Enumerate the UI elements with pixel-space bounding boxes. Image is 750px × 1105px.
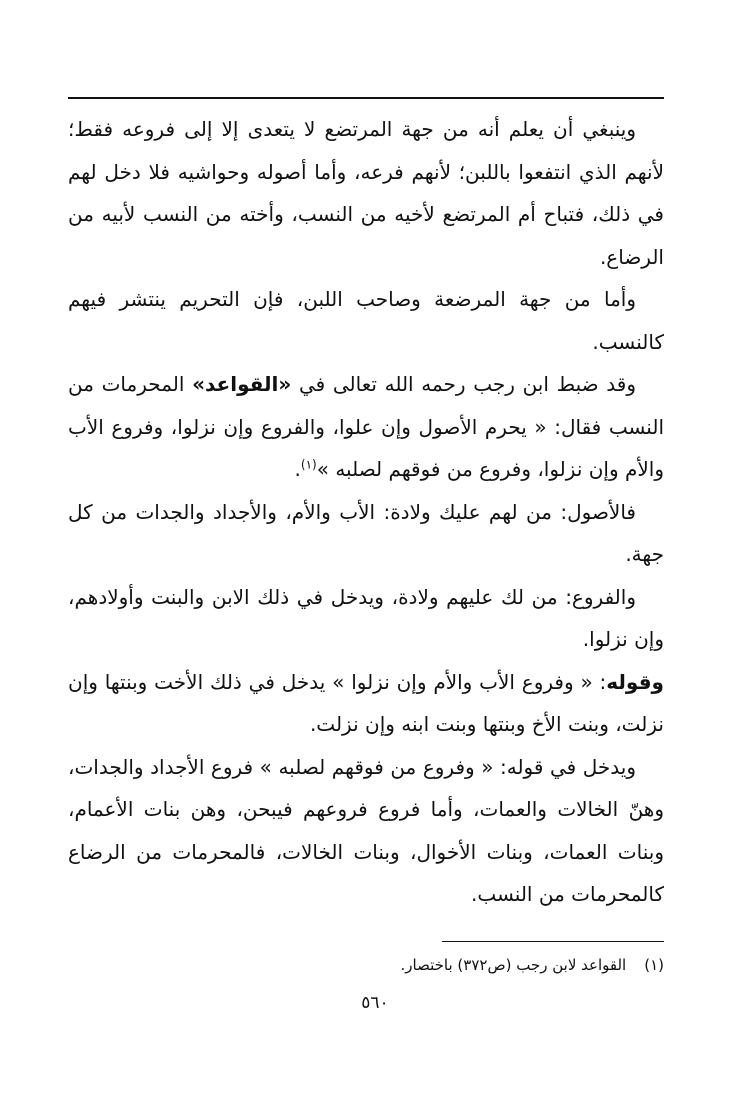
footnote-text: القواعد لابن رجب (ص٣٧٢) باختصار.	[400, 956, 627, 974]
main-text	[68, 108, 664, 916]
paragraph	[68, 661, 664, 746]
page-number: ٥٦٠	[361, 993, 389, 1013]
paragraph	[68, 746, 664, 916]
paragraph	[68, 278, 664, 363]
footnote-reference: (١)	[300, 457, 317, 472]
paragraph-text: وأما من جهة المرضعة وصاحب اللبن، فإن التحريم ينتشر فيهم كالنسب.	[68, 287, 664, 354]
footnote-number: (١)	[644, 956, 664, 974]
paragraph-text: : « وفروع الأب والأم وإن نزلوا » يدخل في ذلك الأخت وبنتها وإن نزلت، وبنت الأخ وبنتها وبنت ابنه وإن نزلت.	[68, 669, 664, 736]
paragraph-text: فالأصول: من لهم عليك ولادة: الأب والأم، والأجداد والجدات من كل جهة.	[68, 499, 664, 566]
bold-text: وقوله	[606, 669, 664, 694]
footnote-rule	[442, 941, 664, 942]
paragraph-text: وقد ضبط ابن رجب رحمه الله تعالى في	[291, 372, 636, 396]
paragraph-text: ويدخل في قوله: « وفروع من فوقهم لصلبه » فروع الأجداد والجدات، وهنّ الخالات والعمات، وأما فروع فروعهم فيبحن، وهن بنات الأعمام، وبنات العمات، وبنات الأخوال، وبنات الخالات، فالمحرمات من الرضاع كالمحرمات من النسب.	[68, 754, 664, 906]
paragraph	[68, 576, 664, 661]
paragraph	[68, 491, 664, 576]
paragraph-text: والفروع: من لك عليهم ولادة، ويدخل في ذلك الابن والبنت وأولادهم، وإن نزلوا.	[68, 584, 664, 651]
paragraph-text: وينبغي أن يعلم أنه من جهة المرتضع لا يتعدى إلا إلى فروعه فقط؛ لأنهم الذي انتفعوا باللبن؛ لأنهم فرعه، وأما أصوله وحواشيه فلا دخل لهم في ذلك، فتباح أم المرتضع لأخيه من النسب، وأخته من النسب لأبيه من الرضاع.	[68, 117, 664, 269]
paragraph	[68, 363, 664, 491]
footnote	[68, 953, 664, 977]
paragraph-text: .	[294, 457, 301, 481]
paragraph	[68, 108, 664, 278]
paragraph-text: المحرمات من النسب فقال: « يحرم الأصول وإن علوا، والفروع وإن نزلوا، وفروع الأب والأم وإن نزلوا، وفروع من فوقهم لصلبه »	[68, 372, 664, 481]
bold-text: «القواعد»	[192, 372, 292, 396]
header-rule	[68, 97, 664, 99]
